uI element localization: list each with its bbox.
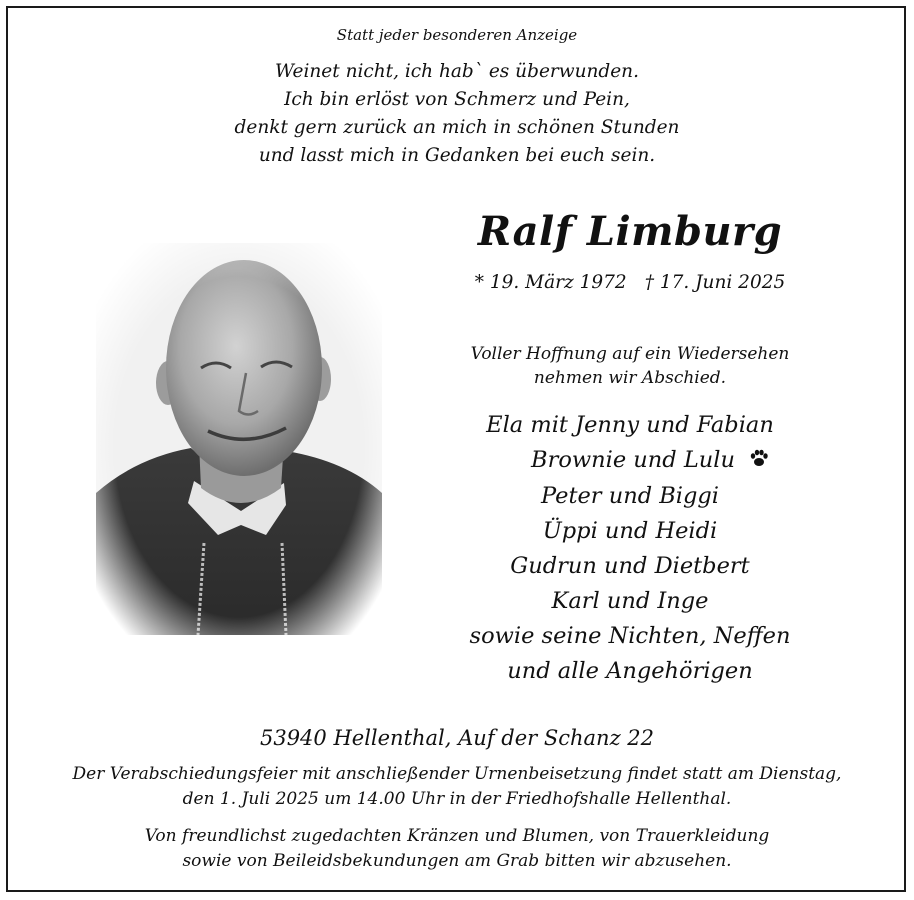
- address: 53940 Hellenthal, Auf der Schanz 22: [259, 726, 655, 750]
- poem-line: Ich bin erlöst von Schmerz und Pein,: [284, 89, 630, 110]
- birth-date: * 19. März 1972: [474, 272, 627, 293]
- deceased-name: Ralf Limburg: [477, 208, 783, 255]
- life-dates: [440, 272, 820, 293]
- request-line: sowie von Beileidsbekundungen am Grab bitten wir abzusehen.: [182, 851, 732, 871]
- mourner-line: und alle Angehörigen: [507, 657, 753, 684]
- mourners-list: [440, 408, 820, 689]
- ceremony-line: den 1. Juli 2025 um 14.00 Uhr in der Friedhofshalle Hellenthal.: [182, 789, 732, 809]
- mourner-line: Ela mit Jenny und Fabian: [486, 412, 774, 438]
- mourner-line: Gudrun und Dietbert: [510, 552, 750, 579]
- mourner-line-with-paw: [440, 443, 820, 479]
- ceremony-line: Der Verabschiedungsfeier mit anschließender Urnenbeisetzung findet statt am Dienstag,: [72, 764, 842, 784]
- mourner-line: Peter und Biggi: [541, 482, 719, 509]
- paw-icon: [749, 444, 769, 479]
- portrait-photo: [96, 243, 382, 635]
- mourner-line: Karl und Inge: [551, 587, 709, 614]
- poem: [0, 58, 914, 170]
- poem-line: denkt gern zurück an mich in schönen Stunden: [234, 117, 680, 138]
- mourner-line: Brownie und Lulu: [531, 447, 735, 473]
- ceremony-info: [0, 762, 914, 812]
- farewell-line: nehmen wir Abschied.: [533, 368, 727, 388]
- death-date: † 17. Juni 2025: [644, 272, 786, 293]
- poem-line: Weinet nicht, ich hab` es überwunden.: [275, 61, 639, 82]
- mourner-line: Üppi und Heidi: [542, 517, 718, 544]
- condolence-request: [0, 824, 914, 874]
- notice-header: Statt jeder besonderen Anzeige: [336, 26, 578, 44]
- farewell-line: Voller Hoffnung auf ein Wiedersehen: [470, 344, 790, 364]
- farewell-text: [440, 342, 820, 390]
- request-line: Von freundlichst zugedachten Kränzen und Blumen, von Trauerkleidung: [144, 826, 770, 846]
- poem-line: und lasst mich in Gedanken bei euch sein.: [258, 145, 656, 166]
- mourner-line: sowie seine Nichten, Neffen: [469, 622, 791, 649]
